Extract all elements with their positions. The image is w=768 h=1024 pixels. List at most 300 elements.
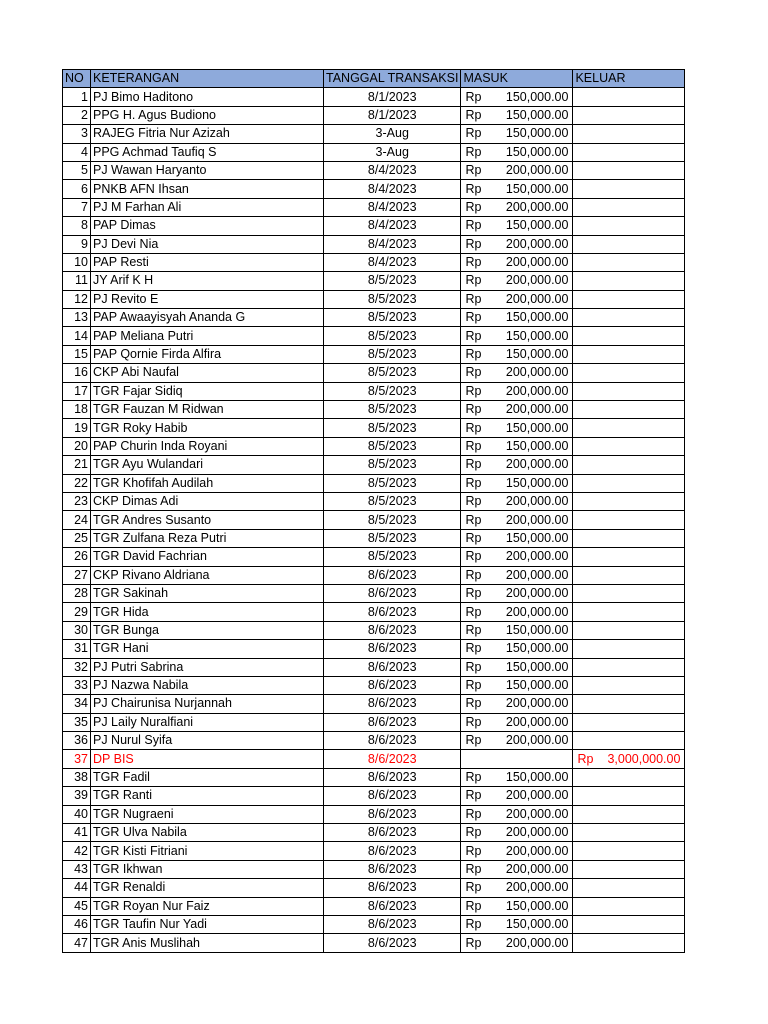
- cell-tanggal[interactable]: 8/4/2023: [324, 217, 461, 235]
- currency-label: Rp: [465, 255, 482, 270]
- amount-value: 150,000.00: [505, 622, 569, 637]
- cell-keterangan[interactable]: PJ Bimo Haditono: [91, 88, 324, 106]
- cell-masuk[interactable]: [461, 401, 573, 419]
- cell-keterangan[interactable]: PJ Nazwa Nabila: [91, 676, 324, 694]
- amount-value: 200,000.00: [505, 825, 569, 840]
- amount-value: 150,000.00: [505, 475, 569, 490]
- cell-keluar[interactable]: [573, 88, 685, 106]
- cell-keluar[interactable]: [573, 750, 685, 768]
- cell-tanggal[interactable]: 8/6/2023: [324, 584, 461, 602]
- cell-masuk[interactable]: [461, 934, 573, 952]
- cell-keluar[interactable]: [573, 787, 685, 805]
- cell-no[interactable]: 41: [63, 824, 91, 842]
- amount-value: 150,000.00: [505, 144, 569, 159]
- cell-keterangan[interactable]: CKP Rivano Aldriana: [91, 566, 324, 584]
- table-row: [63, 180, 685, 198]
- table-row: [63, 474, 685, 492]
- cell-masuk[interactable]: [461, 603, 573, 621]
- table-body: [63, 88, 685, 952]
- cell-no[interactable]: 37: [63, 750, 91, 768]
- cell-keterangan[interactable]: TGR Ulva Nabila: [91, 824, 324, 842]
- cell-no[interactable]: 10: [63, 253, 91, 271]
- cell-keterangan[interactable]: PAP Qornie Firda Alfira: [91, 345, 324, 363]
- amount-value: 150,000.00: [505, 89, 569, 104]
- cell-keluar[interactable]: [573, 768, 685, 786]
- cell-keluar[interactable]: [573, 253, 685, 271]
- currency-label: Rp: [465, 310, 482, 325]
- cell-keterangan[interactable]: PAP Churin Inda Royani: [91, 437, 324, 455]
- cell-keluar[interactable]: [573, 198, 685, 216]
- cell-keluar[interactable]: [573, 934, 685, 952]
- cell-keterangan[interactable]: TGR Fauzan M Ridwan: [91, 401, 324, 419]
- cell-no[interactable]: 1: [63, 88, 91, 106]
- cell-masuk[interactable]: [461, 253, 573, 271]
- table-row: [63, 805, 685, 823]
- table-row: [63, 437, 685, 455]
- cell-no[interactable]: 2: [63, 106, 91, 124]
- cell-tanggal[interactable]: 8/6/2023: [324, 566, 461, 584]
- amount-value: 200,000.00: [505, 512, 569, 527]
- cell-tanggal[interactable]: 8/6/2023: [324, 879, 461, 897]
- cell-masuk[interactable]: [461, 768, 573, 786]
- cell-no[interactable]: 17: [63, 382, 91, 400]
- cell-keluar[interactable]: [573, 106, 685, 124]
- currency-label: Rp: [465, 402, 482, 417]
- cell-keterangan[interactable]: PJ Laily Nuralfiani: [91, 713, 324, 731]
- amount-value: 200,000.00: [505, 880, 569, 895]
- cell-masuk[interactable]: [461, 161, 573, 179]
- cell-keluar[interactable]: [573, 695, 685, 713]
- cell-tanggal[interactable]: 8/6/2023: [324, 603, 461, 621]
- cell-keluar[interactable]: [573, 290, 685, 308]
- cell-tanggal[interactable]: 8/5/2023: [324, 345, 461, 363]
- cell-masuk[interactable]: [461, 511, 573, 529]
- cell-masuk[interactable]: [461, 198, 573, 216]
- cell-tanggal[interactable]: 8/4/2023: [324, 180, 461, 198]
- cell-tanggal[interactable]: 8/5/2023: [324, 401, 461, 419]
- cell-keluar[interactable]: [573, 125, 685, 143]
- cell-tanggal[interactable]: 3-Aug: [324, 143, 461, 161]
- cell-keterangan[interactable]: TGR Anis Muslihah: [91, 934, 324, 952]
- amount-value: 200,000.00: [505, 861, 569, 876]
- cell-no[interactable]: 15: [63, 345, 91, 363]
- cell-masuk[interactable]: [461, 879, 573, 897]
- cell-tanggal[interactable]: 8/6/2023: [324, 732, 461, 750]
- currency-label: Rp: [465, 714, 482, 729]
- amount-value: 200,000.00: [505, 549, 569, 564]
- cell-keluar[interactable]: [573, 492, 685, 510]
- cell-keterangan[interactable]: TGR Hida: [91, 603, 324, 621]
- cell-masuk[interactable]: [461, 88, 573, 106]
- cell-tanggal[interactable]: 8/6/2023: [324, 860, 461, 878]
- table-row: [63, 529, 685, 547]
- cell-keluar[interactable]: [573, 915, 685, 933]
- cell-tanggal[interactable]: 8/6/2023: [324, 768, 461, 786]
- cell-keterangan[interactable]: TGR David Fachrian: [91, 548, 324, 566]
- cell-tanggal[interactable]: 8/5/2023: [324, 382, 461, 400]
- cell-masuk[interactable]: [461, 915, 573, 933]
- cell-tanggal[interactable]: 8/6/2023: [324, 676, 461, 694]
- cell-no[interactable]: 28: [63, 584, 91, 602]
- cell-tanggal[interactable]: 8/6/2023: [324, 695, 461, 713]
- table-row: [63, 787, 685, 805]
- cell-masuk[interactable]: [461, 787, 573, 805]
- cell-no[interactable]: 21: [63, 456, 91, 474]
- cell-masuk[interactable]: [461, 860, 573, 878]
- currency-label: Rp: [465, 604, 482, 619]
- cell-keterangan[interactable]: TGR Hani: [91, 640, 324, 658]
- amount-value: 150,000.00: [505, 181, 569, 196]
- cell-masuk[interactable]: [461, 658, 573, 676]
- cell-masuk[interactable]: [461, 676, 573, 694]
- table-row: [63, 584, 685, 602]
- cell-keterangan[interactable]: TGR Ikhwan: [91, 860, 324, 878]
- table-row: [63, 695, 685, 713]
- cell-keluar[interactable]: [573, 732, 685, 750]
- cell-keterangan[interactable]: TGR Nugraeni: [91, 805, 324, 823]
- cell-keterangan[interactable]: PPG Achmad Taufiq S: [91, 143, 324, 161]
- cell-no[interactable]: 38: [63, 768, 91, 786]
- cell-masuk[interactable]: [461, 824, 573, 842]
- cell-keterangan[interactable]: PJ Putri Sabrina: [91, 658, 324, 676]
- currency-label: Rp: [465, 898, 482, 913]
- cell-no[interactable]: 43: [63, 860, 91, 878]
- cell-tanggal[interactable]: 3-Aug: [324, 125, 461, 143]
- table-row: [63, 915, 685, 933]
- currency-label: Rp: [465, 420, 482, 435]
- cell-masuk[interactable]: [461, 566, 573, 584]
- cell-keluar[interactable]: [573, 805, 685, 823]
- cell-keluar[interactable]: [573, 676, 685, 694]
- table-row: [63, 511, 685, 529]
- cell-keterangan[interactable]: PJ Revito E: [91, 290, 324, 308]
- cell-keterangan[interactable]: TGR Ayu Wulandari: [91, 456, 324, 474]
- cell-keluar[interactable]: [573, 511, 685, 529]
- cell-no[interactable]: 33: [63, 676, 91, 694]
- cell-masuk[interactable]: [461, 272, 573, 290]
- cell-keluar[interactable]: [573, 235, 685, 253]
- cell-keterangan[interactable]: PJ Wawan Haryanto: [91, 161, 324, 179]
- cell-tanggal[interactable]: 8/5/2023: [324, 456, 461, 474]
- currency-label: Rp: [465, 622, 482, 637]
- cell-no[interactable]: 25: [63, 529, 91, 547]
- cell-no[interactable]: 24: [63, 511, 91, 529]
- cell-tanggal[interactable]: 8/4/2023: [324, 198, 461, 216]
- currency-label: Rp: [465, 567, 482, 582]
- cell-tanggal[interactable]: 8/6/2023: [324, 713, 461, 731]
- table-row: [63, 327, 685, 345]
- cell-masuk[interactable]: [461, 382, 573, 400]
- amount-value: 3,000,000.00: [607, 751, 681, 766]
- cell-tanggal[interactable]: 8/6/2023: [324, 621, 461, 639]
- cell-tanggal[interactable]: 8/6/2023: [324, 915, 461, 933]
- cell-keluar[interactable]: [573, 860, 685, 878]
- cell-keterangan[interactable]: TGR Andres Susanto: [91, 511, 324, 529]
- cell-no[interactable]: 11: [63, 272, 91, 290]
- amount-value: 200,000.00: [505, 273, 569, 288]
- cell-keterangan[interactable]: PJ Devi Nia: [91, 235, 324, 253]
- cell-keluar[interactable]: [573, 419, 685, 437]
- cell-keterangan[interactable]: TGR Fadil: [91, 768, 324, 786]
- cell-keterangan[interactable]: PJ Nurul Syifa: [91, 732, 324, 750]
- cell-tanggal[interactable]: 8/5/2023: [324, 529, 461, 547]
- table-row: [63, 125, 685, 143]
- cell-no[interactable]: 19: [63, 419, 91, 437]
- cell-tanggal[interactable]: 8/6/2023: [324, 934, 461, 952]
- cell-tanggal[interactable]: 8/4/2023: [324, 253, 461, 271]
- cell-no[interactable]: 44: [63, 879, 91, 897]
- cell-keluar[interactable]: [573, 640, 685, 658]
- currency-label: Rp: [465, 163, 482, 178]
- cell-keterangan[interactable]: TGR Zulfana Reza Putri: [91, 529, 324, 547]
- cell-keterangan[interactable]: TGR Khofifah Audilah: [91, 474, 324, 492]
- currency-label: Rp: [465, 549, 482, 564]
- cell-masuk[interactable]: [461, 492, 573, 510]
- cell-keluar[interactable]: [573, 382, 685, 400]
- cell-keterangan[interactable]: TGR Roky Habib: [91, 419, 324, 437]
- cell-no[interactable]: 8: [63, 217, 91, 235]
- cell-tanggal[interactable]: 8/5/2023: [324, 548, 461, 566]
- table-row: [63, 272, 685, 290]
- cell-keterangan[interactable]: PPG H. Agus Budiono: [91, 106, 324, 124]
- cell-keluar[interactable]: [573, 713, 685, 731]
- cell-masuk[interactable]: [461, 290, 573, 308]
- cell-keluar[interactable]: [573, 309, 685, 327]
- cell-tanggal[interactable]: 8/5/2023: [324, 290, 461, 308]
- currency-label: Rp: [465, 770, 482, 785]
- amount-value: 200,000.00: [505, 255, 569, 270]
- cell-keterangan[interactable]: TGR Ranti: [91, 787, 324, 805]
- table-row: [63, 419, 685, 437]
- cell-masuk[interactable]: [461, 695, 573, 713]
- cell-tanggal[interactable]: 8/6/2023: [324, 842, 461, 860]
- amount-value: 200,000.00: [505, 383, 569, 398]
- table-row: [63, 309, 685, 327]
- cell-keluar[interactable]: [573, 364, 685, 382]
- cell-no[interactable]: 9: [63, 235, 91, 253]
- cell-masuk[interactable]: [461, 474, 573, 492]
- cell-keluar[interactable]: [573, 842, 685, 860]
- cell-masuk[interactable]: [461, 217, 573, 235]
- cell-keluar[interactable]: [573, 897, 685, 915]
- cell-no[interactable]: 7: [63, 198, 91, 216]
- cell-masuk[interactable]: [461, 143, 573, 161]
- table-row: [63, 345, 685, 363]
- cell-tanggal[interactable]: 8/6/2023: [324, 640, 461, 658]
- currency-label: Rp: [465, 843, 482, 858]
- cell-keterangan[interactable]: TGR Fajar Sidiq: [91, 382, 324, 400]
- cell-keterangan[interactable]: PAP Meliana Putri: [91, 327, 324, 345]
- currency-label: Rp: [465, 659, 482, 674]
- cell-no[interactable]: 20: [63, 437, 91, 455]
- currency-label: Rp: [465, 586, 482, 601]
- cell-no[interactable]: 14: [63, 327, 91, 345]
- currency-label: Rp: [465, 383, 482, 398]
- cell-masuk[interactable]: [461, 309, 573, 327]
- currency-label: Rp: [465, 218, 482, 233]
- cell-tanggal[interactable]: 8/6/2023: [324, 824, 461, 842]
- cell-masuk[interactable]: [461, 235, 573, 253]
- cell-no[interactable]: 36: [63, 732, 91, 750]
- cell-masuk[interactable]: [461, 750, 573, 768]
- cell-tanggal[interactable]: 8/6/2023: [324, 805, 461, 823]
- cell-keterangan[interactable]: TGR Taufin Nur Yadi: [91, 915, 324, 933]
- cell-masuk[interactable]: [461, 621, 573, 639]
- table-row: [63, 106, 685, 124]
- cell-keluar[interactable]: [573, 879, 685, 897]
- cell-no[interactable]: 34: [63, 695, 91, 713]
- cell-masuk[interactable]: [461, 529, 573, 547]
- cell-keluar[interactable]: [573, 161, 685, 179]
- table-row: [63, 364, 685, 382]
- cell-keluar[interactable]: [573, 401, 685, 419]
- cell-masuk[interactable]: [461, 640, 573, 658]
- currency-label: Rp: [465, 347, 482, 362]
- cell-keluar[interactable]: [573, 658, 685, 676]
- cell-no[interactable]: 16: [63, 364, 91, 382]
- cell-no[interactable]: 46: [63, 915, 91, 933]
- cell-masuk[interactable]: [461, 584, 573, 602]
- cell-keterangan[interactable]: PAP Awaayisyah Ananda G: [91, 309, 324, 327]
- cell-masuk[interactable]: [461, 732, 573, 750]
- cell-no[interactable]: 35: [63, 713, 91, 731]
- cell-no[interactable]: 3: [63, 125, 91, 143]
- cell-keterangan[interactable]: RAJEG Fitria Nur Azizah: [91, 125, 324, 143]
- cell-tanggal[interactable]: 8/4/2023: [324, 161, 461, 179]
- cell-masuk[interactable]: [461, 842, 573, 860]
- cell-masuk[interactable]: [461, 327, 573, 345]
- cell-masuk[interactable]: [461, 364, 573, 382]
- cell-keluar[interactable]: [573, 327, 685, 345]
- cell-no[interactable]: 18: [63, 401, 91, 419]
- amount-value: 200,000.00: [505, 733, 569, 748]
- cell-masuk[interactable]: [461, 106, 573, 124]
- table-row: [63, 143, 685, 161]
- cell-tanggal[interactable]: 8/5/2023: [324, 511, 461, 529]
- table-row: [63, 401, 685, 419]
- cell-masuk[interactable]: [461, 897, 573, 915]
- cell-no[interactable]: 27: [63, 566, 91, 584]
- cell-no[interactable]: 47: [63, 934, 91, 952]
- table-row: [63, 897, 685, 915]
- cell-no[interactable]: 13: [63, 309, 91, 327]
- amount-value: 150,000.00: [505, 917, 569, 932]
- cell-keterangan[interactable]: CKP Abi Naufal: [91, 364, 324, 382]
- cell-tanggal[interactable]: 8/5/2023: [324, 364, 461, 382]
- cell-keluar[interactable]: [573, 456, 685, 474]
- amount-value: 200,000.00: [505, 567, 569, 582]
- amount-value: 200,000.00: [505, 199, 569, 214]
- cell-tanggal[interactable]: 8/5/2023: [324, 272, 461, 290]
- cell-keluar[interactable]: [573, 566, 685, 584]
- table-row: [63, 382, 685, 400]
- cell-masuk[interactable]: [461, 456, 573, 474]
- cell-keterangan[interactable]: DP BIS: [91, 750, 324, 768]
- cell-no[interactable]: 39: [63, 787, 91, 805]
- cell-masuk[interactable]: [461, 713, 573, 731]
- cell-masuk[interactable]: [461, 419, 573, 437]
- cell-keterangan[interactable]: CKP Dimas Adi: [91, 492, 324, 510]
- cell-keluar[interactable]: [573, 143, 685, 161]
- table-row: [63, 676, 685, 694]
- cell-tanggal[interactable]: 8/5/2023: [324, 492, 461, 510]
- cell-keterangan[interactable]: PNKB AFN Ihsan: [91, 180, 324, 198]
- cell-keluar[interactable]: [573, 548, 685, 566]
- cell-keterangan[interactable]: TGR Renaldi: [91, 879, 324, 897]
- cell-tanggal[interactable]: 8/1/2023: [324, 88, 461, 106]
- cell-keterangan[interactable]: PAP Resti: [91, 253, 324, 271]
- cell-keluar[interactable]: [573, 345, 685, 363]
- cell-keluar[interactable]: [573, 272, 685, 290]
- cell-masuk[interactable]: [461, 548, 573, 566]
- cell-keluar[interactable]: [573, 437, 685, 455]
- cell-keluar[interactable]: [573, 584, 685, 602]
- cell-no[interactable]: 26: [63, 548, 91, 566]
- cell-tanggal[interactable]: 8/5/2023: [324, 419, 461, 437]
- amount-value: 150,000.00: [505, 126, 569, 141]
- cell-no[interactable]: 30: [63, 621, 91, 639]
- amount-value: 150,000.00: [505, 439, 569, 453]
- cell-tanggal[interactable]: 8/6/2023: [324, 658, 461, 676]
- cell-no[interactable]: 32: [63, 658, 91, 676]
- cell-tanggal[interactable]: 8/6/2023: [324, 787, 461, 805]
- cell-no[interactable]: 12: [63, 290, 91, 308]
- cell-tanggal[interactable]: 8/6/2023: [324, 897, 461, 915]
- cell-no[interactable]: 31: [63, 640, 91, 658]
- cell-keterangan[interactable]: TGR Royan Nur Faiz: [91, 897, 324, 915]
- cell-masuk[interactable]: [461, 437, 573, 455]
- cell-tanggal[interactable]: 8/5/2023: [324, 327, 461, 345]
- cell-keluar[interactable]: [573, 603, 685, 621]
- cell-tanggal[interactable]: 8/5/2023: [324, 437, 461, 455]
- cell-no[interactable]: 29: [63, 603, 91, 621]
- header-tanggal: TANGGAL TRANSAKSI: [324, 70, 461, 88]
- cell-no[interactable]: 45: [63, 897, 91, 915]
- cell-no[interactable]: 22: [63, 474, 91, 492]
- cell-tanggal[interactable]: 8/5/2023: [324, 474, 461, 492]
- cell-masuk[interactable]: [461, 125, 573, 143]
- cell-keluar[interactable]: [573, 474, 685, 492]
- cell-no[interactable]: 5: [63, 161, 91, 179]
- table-row: [63, 713, 685, 731]
- cell-no[interactable]: 40: [63, 805, 91, 823]
- cell-no[interactable]: 6: [63, 180, 91, 198]
- cell-masuk[interactable]: [461, 180, 573, 198]
- cell-masuk[interactable]: [461, 345, 573, 363]
- cell-keterangan[interactable]: JY Arif K H: [91, 272, 324, 290]
- cell-keterangan[interactable]: TGR Sakinah: [91, 584, 324, 602]
- cell-keluar[interactable]: [573, 824, 685, 842]
- amount-value: 150,000.00: [505, 659, 569, 674]
- cell-masuk[interactable]: [461, 805, 573, 823]
- cell-tanggal[interactable]: 8/4/2023: [324, 235, 461, 253]
- cell-tanggal[interactable]: 8/6/2023: [324, 750, 461, 768]
- cell-keterangan[interactable]: TGR Bunga: [91, 621, 324, 639]
- cell-tanggal[interactable]: 8/1/2023: [324, 106, 461, 124]
- cell-keterangan[interactable]: PJ M Farhan Ali: [91, 198, 324, 216]
- cell-keterangan[interactable]: PAP Dimas: [91, 217, 324, 235]
- cell-tanggal[interactable]: 8/5/2023: [324, 309, 461, 327]
- cell-keluar[interactable]: [573, 217, 685, 235]
- cell-keluar[interactable]: [573, 621, 685, 639]
- cell-keterangan[interactable]: PJ Chairunisa Nurjannah: [91, 695, 324, 713]
- cell-no[interactable]: 23: [63, 492, 91, 510]
- cell-keterangan[interactable]: TGR Kisti Fitriani: [91, 842, 324, 860]
- cell-keluar[interactable]: [573, 180, 685, 198]
- cell-no[interactable]: 42: [63, 842, 91, 860]
- cell-no[interactable]: 4: [63, 143, 91, 161]
- cell-keluar[interactable]: [573, 529, 685, 547]
